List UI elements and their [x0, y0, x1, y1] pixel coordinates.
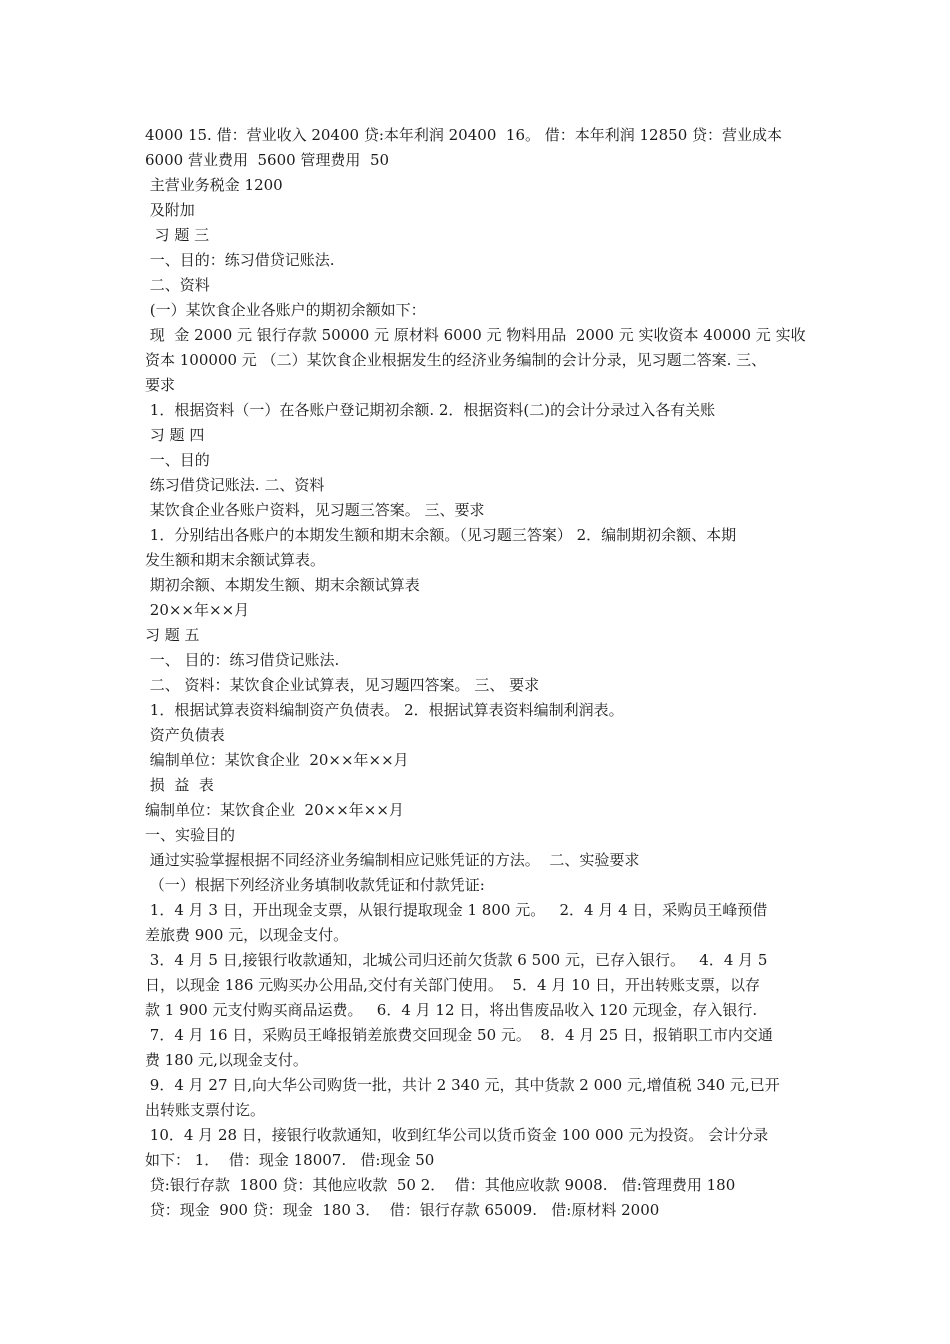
text-line: 练习借贷记账法. 二、资料	[145, 476, 325, 494]
text-line: 贷：现金 900 贷：现金 180 3． 借：银行存款 65009. 借:原材料 2000	[145, 1201, 660, 1219]
text-line: 二、 资料：某饮食企业试算表，见习题四答案。 三、 要求	[145, 676, 540, 694]
section-heading: 一、实验目的	[145, 826, 236, 844]
text-line: 编制单位：某饮食企业 20××年××月	[145, 751, 409, 769]
text-line: 1．根据资料（一）在各账户登记期初余额. 2．根据资料(二)的会计分录过入各有关账	[145, 401, 716, 419]
text-line: 资产负债表	[145, 726, 225, 744]
section-heading: 习 题 三	[145, 226, 210, 244]
text-line: 通过实验掌握根据不同经济业务编制相应记账凭证的方法。 二、实验要求	[145, 851, 640, 869]
document-body	[145, 123, 825, 1223]
text-line: 贷:银行存款 1800 贷：其他应收款 50 2． 借：其他应收款 9008. 借:管理费用 180	[145, 1176, 736, 1194]
text-line: (一）某饮食企业各账户的期初余额如下：	[145, 301, 426, 319]
text-line: 发生额和期末余额试算表。	[145, 551, 326, 569]
text-line: 9．4 月 27 日,向大华公司购货一批，共计 2 340 元，其中货款 2 000 元,增值税 340 元,已开	[145, 1076, 780, 1094]
text-line: 4000 15. 借：营业收入 20400 贷:本年利润 20400 16。 借：本年利润 12850 贷：营业成本	[145, 126, 783, 144]
text-line: 二、资料	[145, 276, 210, 294]
text-line: 编制单位：某饮食企业 20××年××月	[145, 801, 404, 819]
text-line: 费 180 元,以现金支付。	[145, 1051, 308, 1069]
text-line: 20××年××月	[145, 601, 250, 619]
text-line: 要求	[145, 376, 176, 394]
text-line: 损 益 表	[145, 776, 214, 794]
text-line: 及附加	[145, 201, 195, 219]
text-line: 差旅费 900 元，以现金支付。	[145, 926, 349, 944]
section-heading: 习 题 四	[145, 426, 205, 444]
text-line: 1．4 月 3 日，开出现金支票，从银行提取现金 1 800 元。 2．4 月 4 日，采购员王峰预借	[145, 901, 768, 919]
section-heading: 习 题 五	[145, 626, 200, 644]
text-line: 7．4 月 16 日，采购员王峰报销差旅费交回现金 50 元。 8．4 月 25 日，报销职工市内交通	[145, 1026, 773, 1044]
text-line: 日，以现金 186 元购买办公用品,交付有关部门使用。 5．4 月 10 日，开出转账支票，以存	[145, 976, 760, 994]
text-line: 1．分别结出各账户的本期发生额和期末余额。（见习题三答案） 2．编制期初余额、本期	[145, 526, 737, 544]
text-line: 出转账支票付讫。	[145, 1101, 266, 1119]
text-line: 主营业务税金 1200	[145, 176, 283, 194]
text-line: 现 金 2000 元 银行存款 50000 元 原材料 6000 元 物料用品 2000 元 实收资本 40000 元 实收	[145, 326, 806, 344]
text-line: 10．4 月 28 日，接银行收款通知，收到红华公司以货币资金 100 000 元为投资。 会计分录	[145, 1126, 769, 1144]
text-line: 6000 营业费用 5600 管理费用 50	[145, 151, 390, 169]
text-line: （一）根据下列经济业务填制收款凭证和付款凭证:	[145, 876, 485, 894]
text-line: 一、 目的：练习借贷记账法.	[145, 651, 340, 669]
text-line: 1．根据试算表资料编制资产负债表。 2．根据试算表资料编制利润表。	[145, 701, 624, 719]
text-line: 一、目的	[145, 451, 210, 469]
text-line: 3．4 月 5 日,接银行收款通知，北城公司归还前欠货款 6 500 元，已存入银行。 4．4 月 5	[145, 951, 768, 969]
text-line: 如下： 1． 借：现金 18007. 借:现金 50	[145, 1151, 435, 1169]
text-line: 款 1 900 元支付购买商品运费。 6．4 月 12 日，将出售废品收入 120 元现金，存入银行.	[145, 1001, 758, 1019]
text-line: 资本 100000 元 （二）某饮食企业根据发生的经济业务编制的会计分录，见习题二答案. 三、	[145, 351, 767, 369]
text-line: 一、目的：练习借贷记账法.	[145, 251, 335, 269]
text-line: 期初余额、本期发生额、期末余额试算表	[145, 576, 420, 594]
text-line: 某饮食企业各账户资料，见习题三答案。 三、要求	[145, 501, 485, 519]
